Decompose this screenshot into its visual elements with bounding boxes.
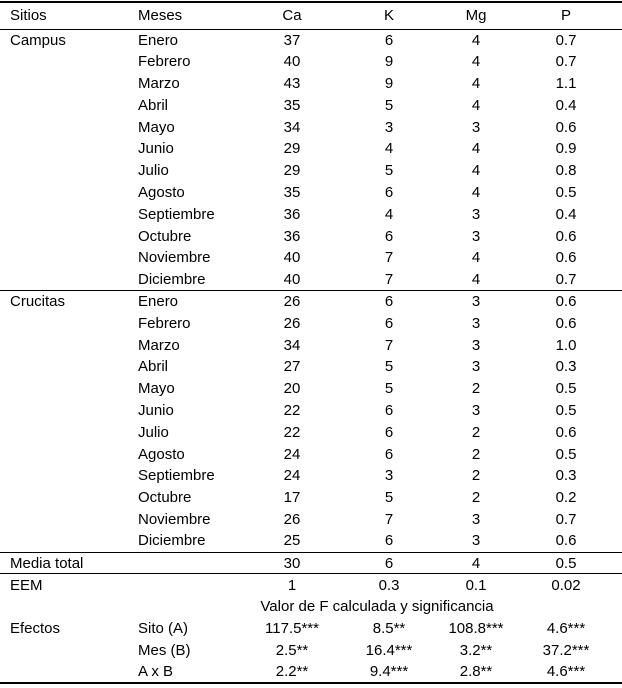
cell-site	[0, 182, 132, 204]
cell-value: 0.02	[510, 574, 622, 596]
cell-value: 24	[283, 445, 301, 463]
cell-month: Diciembre	[138, 532, 206, 550]
cell-value: 6	[384, 401, 394, 419]
cell-value: 0.4	[555, 205, 577, 223]
cell-value: 3	[471, 314, 481, 332]
cell-month: Septiembre	[138, 467, 215, 485]
cell-site	[0, 421, 132, 443]
table-row	[0, 182, 622, 204]
table-row	[0, 356, 622, 378]
table-row	[0, 487, 622, 509]
cell-value: 7	[384, 249, 394, 267]
cell-site	[0, 247, 132, 269]
cell-site	[0, 443, 132, 465]
cell-value: 2	[471, 445, 481, 463]
header-row	[0, 2, 622, 29]
cell-f-value: 2.8**	[459, 663, 493, 680]
cell-value: 43	[283, 74, 301, 92]
cell-value: 0.3	[555, 467, 577, 485]
cell-month: Febrero	[138, 53, 191, 71]
cell-month: Julio	[138, 423, 169, 441]
cell-value: 5	[384, 489, 394, 507]
cell-value: 6	[384, 423, 394, 441]
cell-value: 6	[384, 445, 394, 463]
cell-value: 30	[248, 552, 336, 574]
cell-value: 3	[384, 467, 394, 485]
cell-value: 4	[471, 74, 481, 92]
cell-value: 7	[384, 336, 394, 354]
header-ca: Ca	[248, 2, 336, 29]
table-row	[0, 29, 622, 51]
cell-value: 26	[248, 291, 336, 313]
cell-month: Mayo	[138, 118, 175, 136]
cell-site	[0, 400, 132, 422]
cell-value: 0.2	[555, 489, 577, 507]
cell-value: 4	[471, 31, 481, 49]
cell-value: 6	[336, 552, 442, 574]
cell-value: 5	[384, 358, 394, 376]
cell-value: 6	[336, 291, 442, 313]
cell-effect-name: Sito (A)	[138, 619, 189, 637]
cell-value: 0.6	[555, 227, 577, 245]
cell-value: 2	[471, 380, 481, 398]
cell-value: 3	[471, 118, 481, 136]
header-mg: Mg	[442, 2, 510, 29]
summary-row	[0, 552, 622, 574]
cell-effect-name: A x B	[138, 663, 174, 680]
header-sitios: Sitios	[0, 2, 132, 29]
cell-month: Noviembre	[138, 249, 211, 267]
cell-f-value: 2.2**	[275, 663, 309, 680]
mineral-content-table	[0, 1, 622, 684]
cell-value: 0.6	[510, 291, 622, 313]
cell-value: 34	[283, 336, 301, 354]
cell-value: 4	[442, 552, 510, 574]
cell-value: 3	[471, 510, 481, 528]
cell-value: 3	[471, 227, 481, 245]
cell-value: 27	[283, 358, 301, 376]
cell-value: 0.7	[555, 31, 577, 49]
cell-value: 34	[283, 118, 301, 136]
cell-value: 4	[471, 162, 481, 180]
cell-value: 0.5	[555, 445, 577, 463]
cell-value: 0.6	[555, 118, 577, 136]
cell-site	[0, 312, 132, 334]
cell-value: 5	[384, 380, 394, 398]
cell-site	[0, 138, 132, 160]
cell-value: 1.1	[555, 74, 577, 92]
cell-site: Crucitas	[0, 291, 132, 313]
cell-site	[0, 160, 132, 182]
cell-value: 3	[442, 291, 510, 313]
cell-f-value: 9.4***	[369, 663, 409, 680]
cell-value: 36	[283, 227, 301, 245]
cell-value: 9	[384, 53, 394, 71]
cell-f-value: 2.5**	[275, 641, 309, 659]
cell-value: 3	[471, 336, 481, 354]
table-header	[0, 2, 622, 29]
cell-effects-label: Efectos	[10, 619, 61, 637]
cell-site	[0, 225, 132, 247]
cell-month: Junio	[138, 140, 174, 158]
cell-f-value: 4.6***	[546, 663, 586, 680]
cell-value: 4	[471, 53, 481, 71]
cell-month: Abril	[138, 96, 169, 114]
cell-f-value: 117.5***	[265, 619, 319, 637]
cell-value: 0.6	[555, 423, 577, 441]
cell-site: Campus	[10, 31, 66, 49]
cell-value: 0.9	[555, 140, 577, 158]
cell-value: 4	[471, 96, 481, 114]
cell-site	[0, 530, 132, 552]
cell-month: Enero	[138, 31, 179, 49]
cell-value: 0.7	[555, 270, 577, 288]
cell-site	[0, 269, 132, 291]
cell-value: 7	[384, 510, 394, 528]
cell-value: 0.3	[555, 358, 577, 376]
cell-value: 3	[471, 532, 481, 550]
table-row	[0, 225, 622, 247]
cell-value: 0.6	[555, 249, 577, 267]
cell-value: 0.7	[555, 510, 577, 528]
cell-month: Marzo	[138, 74, 180, 92]
table-row	[0, 400, 622, 422]
cell-value: 37	[283, 31, 301, 49]
cell-site	[0, 116, 132, 138]
effect-row	[0, 661, 622, 683]
table-row	[0, 465, 622, 487]
cell-value: 26	[283, 314, 301, 332]
cell-value: 0.7	[555, 53, 577, 71]
f-statistic-caption: Valor de F calculada y significancia	[260, 598, 494, 616]
cell-value: 3	[471, 205, 481, 223]
header-meses: Meses	[132, 2, 248, 29]
table-row	[0, 94, 622, 116]
table-row	[0, 421, 622, 443]
cell-value: 4	[471, 270, 481, 288]
header-k: K	[336, 2, 442, 29]
summary-row	[0, 574, 622, 596]
cell-effects-label	[0, 639, 132, 661]
cell-value: 0.5	[555, 380, 577, 398]
cell-month: Julio	[138, 162, 169, 180]
cell-value: 5	[384, 162, 394, 180]
cell-value: 20	[283, 380, 301, 398]
cell-month: Febrero	[138, 314, 191, 332]
cell-value: 4	[384, 205, 394, 223]
cell-value: 9	[384, 74, 394, 92]
cell-value: 35	[283, 96, 301, 114]
cell-value: 0.3	[336, 574, 442, 596]
cell-value: 17	[283, 489, 301, 507]
header-p: P	[510, 2, 622, 29]
cell-site	[0, 203, 132, 225]
effect-row	[0, 618, 622, 640]
cell-month: Noviembre	[138, 510, 211, 528]
cell-f-value: 108.8***	[448, 619, 504, 637]
cell-value: 0.4	[555, 96, 577, 114]
cell-site	[0, 51, 132, 73]
cell-value: 5	[384, 96, 394, 114]
cell-value: 0.6	[555, 314, 577, 332]
table-row	[0, 160, 622, 182]
cell-value: 3	[471, 401, 481, 419]
cell-value: 40	[283, 270, 301, 288]
cell-value: 3	[384, 118, 394, 136]
cell-value: 7	[384, 270, 394, 288]
cell-empty	[0, 596, 132, 618]
cell-site	[0, 378, 132, 400]
cell-f-value: 16.4***	[365, 641, 413, 659]
cell-value: 2	[471, 423, 481, 441]
table-row	[0, 51, 622, 73]
cell-month: Mayo	[138, 380, 175, 398]
cell-value: 29	[283, 162, 301, 180]
cell-value: 40	[283, 249, 301, 267]
cell-f-value: 8.5**	[372, 619, 406, 637]
cell-value: 22	[283, 401, 301, 419]
cell-value: 0.8	[555, 162, 577, 180]
effect-row	[0, 639, 622, 661]
cell-site	[0, 73, 132, 95]
cell-value: 0.5	[555, 401, 577, 419]
table-body	[0, 29, 622, 683]
cell-value: 6	[384, 31, 394, 49]
cell-f-value: 3.2**	[459, 641, 493, 659]
cell-value: 6	[384, 227, 394, 245]
table-row	[0, 378, 622, 400]
cell-value: 0.1	[442, 574, 510, 596]
cell-effect-name: Mes (B)	[138, 641, 191, 659]
cell-value: 40	[283, 53, 301, 71]
table-row	[0, 247, 622, 269]
table-row	[0, 312, 622, 334]
cell-value: 4	[471, 140, 481, 158]
cell-value: 6	[384, 314, 394, 332]
cell-site	[0, 487, 132, 509]
cell-month: Diciembre	[138, 270, 206, 288]
cell-value: 29	[283, 140, 301, 158]
cell-f-value: 4.6***	[546, 619, 586, 637]
cell-value: 6	[384, 532, 394, 550]
table-row	[0, 509, 622, 531]
cell-value: 25	[283, 532, 301, 550]
cell-value: 24	[283, 467, 301, 485]
table-row	[0, 291, 622, 313]
cell-value: 35	[283, 183, 301, 201]
table-row	[0, 138, 622, 160]
table-row	[0, 530, 622, 552]
cell-site	[0, 94, 132, 116]
table-row	[0, 334, 622, 356]
table-row	[0, 269, 622, 291]
cell-month: Marzo	[138, 336, 180, 354]
cell-value: 26	[283, 510, 301, 528]
cell-value: 1	[248, 574, 336, 596]
cell-value: 4	[384, 140, 394, 158]
cell-value: 1.0	[555, 336, 577, 354]
cell-month: Enero	[132, 291, 248, 313]
cell-value: 0.5	[555, 183, 577, 201]
cell-month: Agosto	[138, 445, 185, 463]
table-row	[0, 443, 622, 465]
cell-month: Septiembre	[138, 205, 215, 223]
cell-site	[0, 356, 132, 378]
cell-value: 0.6	[555, 532, 577, 550]
table-row	[0, 116, 622, 138]
cell-site	[0, 465, 132, 487]
table-row	[0, 73, 622, 95]
cell-value: 2	[471, 489, 481, 507]
cell-value: 3	[471, 358, 481, 376]
cell-value: 22	[283, 423, 301, 441]
cell-site	[0, 334, 132, 356]
table-row	[0, 203, 622, 225]
cell-month: Agosto	[138, 183, 185, 201]
cell-f-value: 37.2***	[542, 641, 590, 659]
cell-value: 4	[471, 249, 481, 267]
cell-value: 2	[471, 467, 481, 485]
cell-summary-label: EEM	[0, 574, 248, 596]
cell-month: Octubre	[138, 227, 192, 245]
cell-month: Abril	[138, 358, 169, 376]
cell-value: 6	[384, 183, 394, 201]
cell-effects-label	[0, 661, 132, 683]
cell-month: Junio	[138, 401, 174, 419]
cell-value: 36	[283, 205, 301, 223]
cell-value: 0.5	[510, 552, 622, 574]
cell-site	[0, 509, 132, 531]
cell-value: 4	[471, 183, 481, 201]
cell-summary-label: Media total	[0, 552, 248, 574]
f-header-row	[0, 596, 622, 618]
cell-month: Octubre	[138, 489, 192, 507]
